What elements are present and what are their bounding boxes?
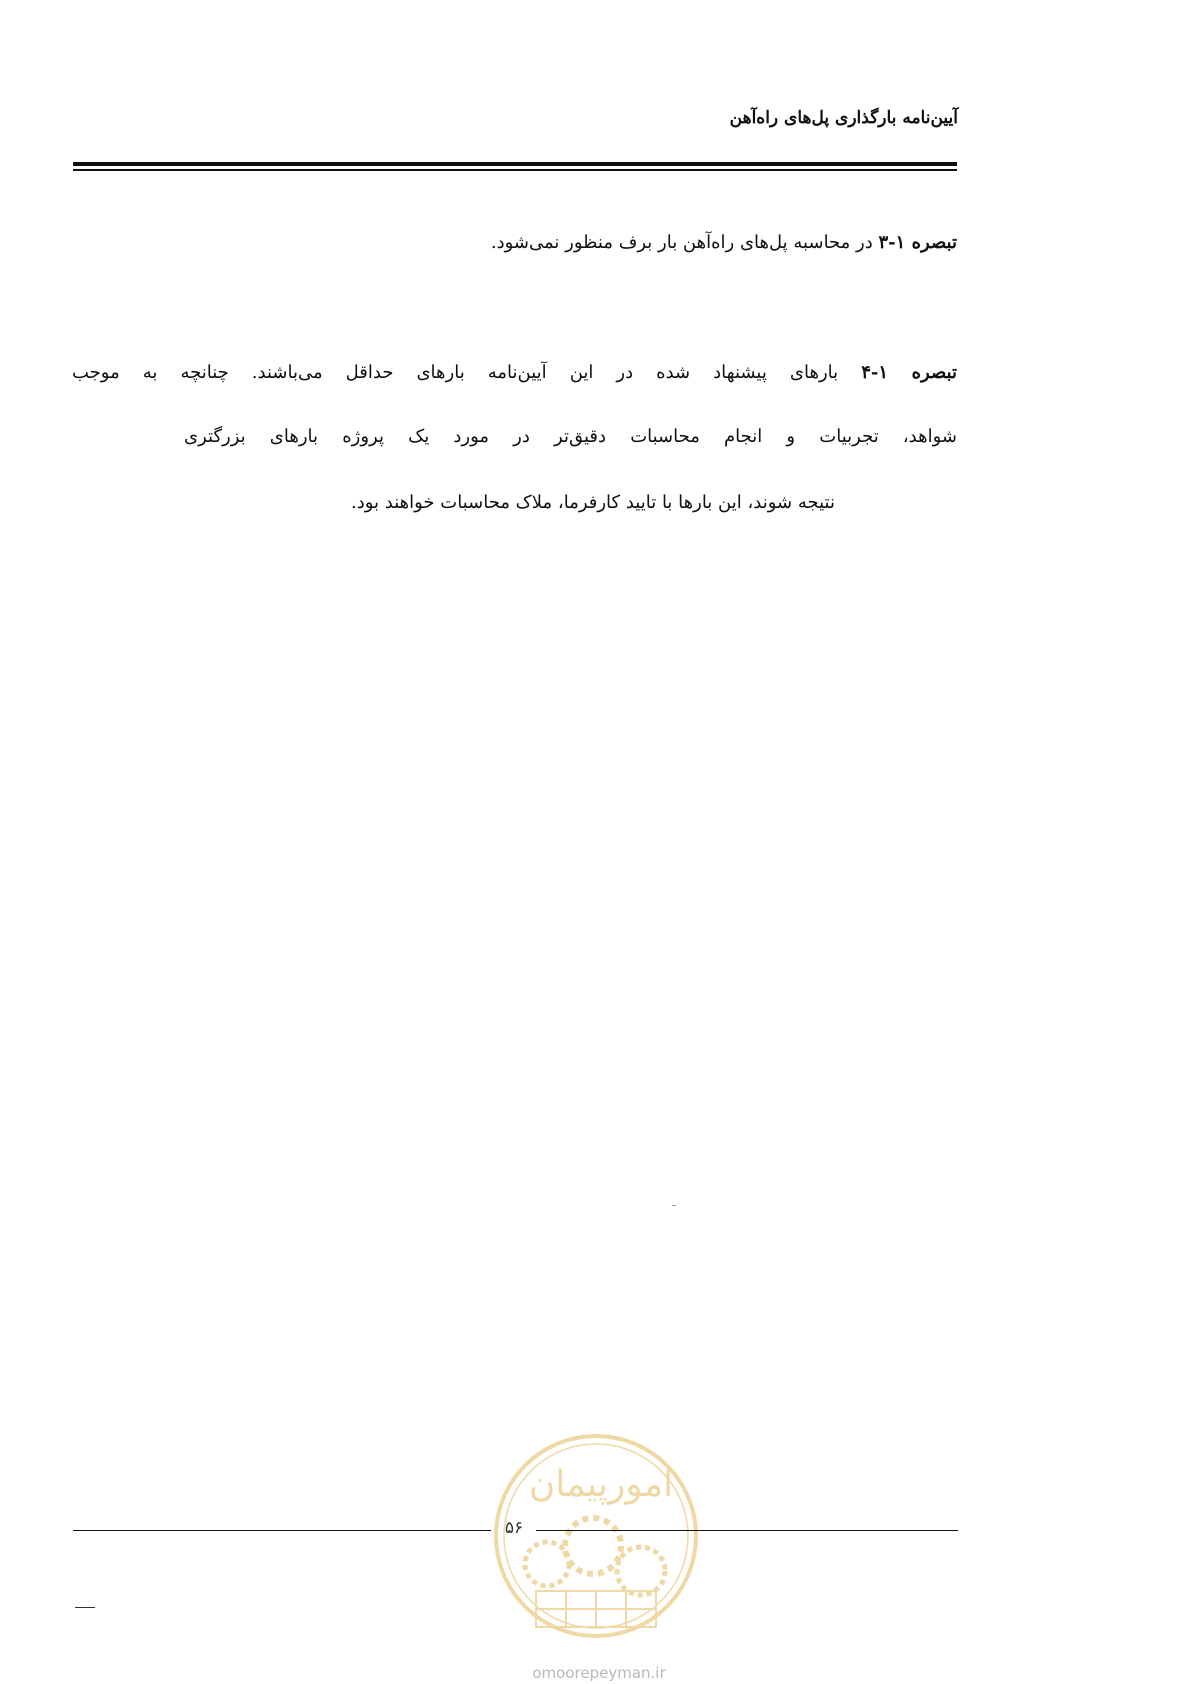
footer-rule-left [73, 1530, 491, 1531]
note-1-4-line1-text: بارهای پیشنهاد شده در این آیین‌نامه بارهای حداقل می‌باشند. چنانچه به موجب [72, 362, 839, 383]
page-number: ۵۶ [504, 1518, 524, 1538]
note-1-4-label: تبصره ۱-۴ [861, 362, 957, 383]
note-1-4-line-3: نتیجه شوند، این بارها با تایید کارفرما، ملاک محاسبات خواهند بود. [350, 492, 835, 513]
note-1-4-line-2: شواهد، تجربیات و انجام محاسبات دقیق‌تر در مورد یک پروژه بارهای بزرگتری [184, 426, 957, 447]
header-rule-thick [73, 162, 957, 166]
note-1-3-text: در محاسبه پل‌های راه‌آهن بار برف منظور نمی‌شود. [490, 232, 873, 253]
header-rule-thin [73, 169, 957, 171]
note-1-4-line-1 [72, 352, 957, 394]
footer-rule-right [536, 1530, 958, 1531]
footer-small-dash [75, 1607, 95, 1608]
watermark-logo-text: امورپیمان [528, 1464, 674, 1505]
note-1-3 [491, 222, 957, 264]
scan-speck [672, 1205, 676, 1206]
note-1-3-label: تبصره ۱-۳ [878, 232, 957, 253]
page-header-title: آیین‌نامه بارگذاری پل‌های راه‌آهن [729, 108, 958, 128]
watermark-url: omoorepeyman.ir [532, 1664, 666, 1682]
